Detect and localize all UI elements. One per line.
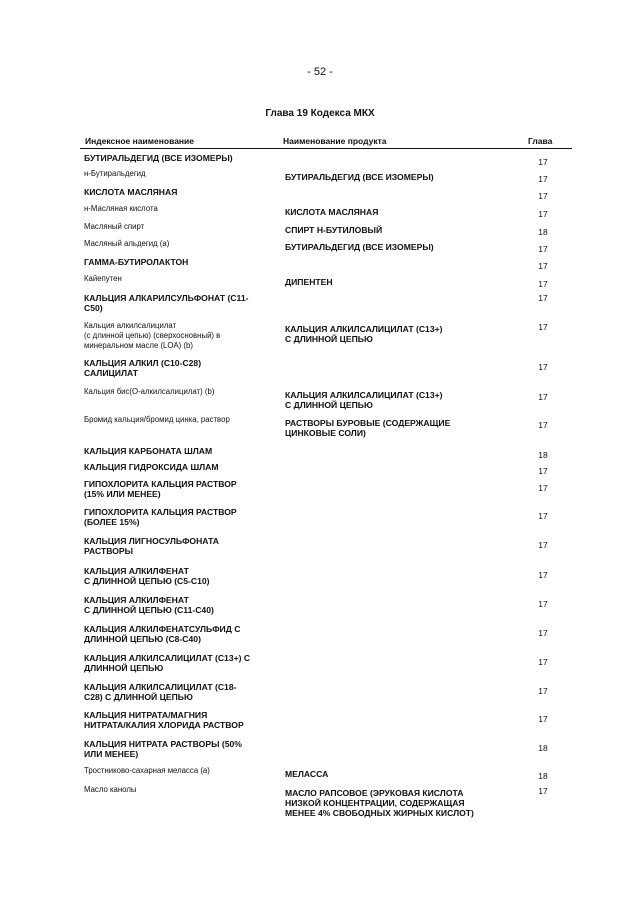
- product-name-cell: КАЛЬЦИЯ АЛКИЛСАЛИЦИЛАТ (С13+) С ДЛИННОЙ ЦЕПЬЮ: [285, 390, 443, 410]
- chapter-cell: 17: [538, 261, 548, 271]
- index-name-cell: ГАММА-БУТИРОЛАКТОН: [84, 257, 189, 267]
- index-name-cell: КАЛЬЦИЯ НИТРАТА РАСТВОРЫ (50% ИЛИ МЕНЕЕ): [84, 739, 242, 759]
- product-name-cell: КАЛЬЦИЯ АЛКИЛСАЛИЦИЛАТ (С13+) С ДЛИННОЙ ЦЕПЬЮ: [285, 324, 443, 344]
- chapter-cell: 17: [538, 686, 548, 696]
- chapter-cell: 17: [538, 420, 548, 430]
- product-name-cell: РАСТВОРЫ БУРОВЫЕ (СОДЕРЖАЩИЕ ЦИНКОВЫЕ СОЛИ): [285, 418, 451, 438]
- index-name-cell: ГИПОХЛОРИТА КАЛЬЦИЯ РАСТВОР (15% ИЛИ МЕНЕЕ): [84, 479, 237, 499]
- chapter-cell: 17: [538, 174, 548, 184]
- page-number: - 52 -: [307, 66, 333, 78]
- chapter-cell: 17: [538, 466, 548, 476]
- chapter-cell: 17: [538, 157, 548, 167]
- index-name-cell: Кайепутен: [84, 274, 122, 283]
- chapter-cell: 17: [538, 714, 548, 724]
- index-name-cell: Кальция бис(О-алкилсалицилат) (b): [84, 387, 215, 396]
- product-name-cell: МЕЛАССА: [285, 769, 329, 779]
- chapter-cell: 17: [538, 657, 548, 667]
- index-name-cell: Масло канолы: [84, 785, 137, 794]
- chapter-cell: 17: [538, 540, 548, 550]
- index-name-cell: КАЛЬЦИЯ АЛКИЛ (С10-С28) САЛИЦИЛАТ: [84, 358, 202, 378]
- chapter-cell: 17: [538, 628, 548, 638]
- index-name-cell: н-Бутиральдегид: [84, 169, 146, 178]
- column-header-chapter: Глава: [528, 136, 553, 146]
- index-name-cell: КАЛЬЦИЯ ГИДРОКСИДА ШЛАМ: [84, 462, 219, 472]
- chapter-cell: 17: [538, 392, 548, 402]
- chapter-cell: 18: [538, 450, 548, 460]
- chapter-cell: 17: [538, 511, 548, 521]
- chapter-cell: 17: [538, 362, 548, 372]
- index-name-cell: КАЛЬЦИЯ АЛКИЛСАЛИЦИЛАТ (С13+) С ДЛИННОЙ ЦЕПЬЮ: [84, 653, 251, 673]
- chapter-cell: 18: [538, 227, 548, 237]
- index-name-cell: КАЛЬЦИЯ КАРБОНАТА ШЛАМ: [84, 446, 213, 456]
- index-name-cell: КАЛЬЦИЯ АЛКИЛФЕНАТ С ДЛИННОЙ ЦЕПЬЮ (С5-С10): [84, 566, 210, 586]
- index-name-cell: Масляный альдегид (a): [84, 239, 170, 248]
- index-name-cell: Кальция алкилсалицилат (с длинной цепью) (сверхосновный) в минеральном масле (LOA) (b): [84, 321, 221, 350]
- index-name-cell: КАЛЬЦИЯ АЛКАРИЛСУЛЬФОНАТ (С11- С50): [84, 293, 249, 313]
- chapter-cell: 18: [538, 743, 548, 753]
- index-name-cell: Тростниково-сахарная меласса (a): [84, 766, 210, 775]
- chapter-cell: 17: [538, 293, 548, 303]
- chapter-cell: 17: [538, 599, 548, 609]
- page-title: Глава 19 Кодекса МКХ: [265, 108, 375, 119]
- product-name-cell: КИСЛОТА МАСЛЯНАЯ: [285, 207, 379, 217]
- index-name-cell: БУТИРАЛЬДЕГИД (ВСЕ ИЗОМЕРЫ): [84, 153, 233, 163]
- product-name-cell: СПИРТ Н-БУТИЛОВЫЙ: [285, 225, 383, 235]
- column-header-index: Индексное наименование: [85, 136, 195, 146]
- product-name-cell: БУТИРАЛЬДЕГИД (ВСЕ ИЗОМЕРЫ): [285, 172, 434, 182]
- product-name-cell: МАСЛО РАПСОВОЕ (ЭРУКОВАЯ КИСЛОТА НИЗКОЙ КОНЦЕНТРАЦИИ, СОДЕРЖАЩАЯ МЕНЕЕ 4% СВОБОДНЫХ ЖИРНЫХ КИСЛОТ): [285, 788, 474, 818]
- chapter-cell: 17: [538, 570, 548, 580]
- column-header-product: Наименование продукта: [283, 136, 387, 146]
- index-name-cell: КАЛЬЦИЯ АЛКИЛФЕНАТ С ДЛИННОЙ ЦЕПЬЮ (С11-С40): [84, 595, 214, 615]
- chapter-cell: 17: [538, 244, 548, 254]
- chapter-cell: 17: [538, 209, 548, 219]
- chapter-cell: 17: [538, 279, 548, 289]
- chapter-cell: 17: [538, 786, 548, 796]
- index-name-cell: Бромид кальция/бромид цинка, раствор: [84, 415, 230, 424]
- index-name-cell: ГИПОХЛОРИТА КАЛЬЦИЯ РАСТВОР (БОЛЕЕ 15%): [84, 507, 237, 527]
- index-name-cell: КАЛЬЦИЯ ЛИГНОСУЛЬФОНАТА РАСТВОРЫ: [84, 536, 219, 556]
- index-name-cell: КИСЛОТА МАСЛЯНАЯ: [84, 187, 178, 197]
- chapter-cell: 17: [538, 191, 548, 201]
- product-name-cell: БУТИРАЛЬДЕГИД (ВСЕ ИЗОМЕРЫ): [285, 242, 434, 252]
- chapter-cell: 17: [538, 483, 548, 493]
- chapter-cell: 17: [538, 322, 548, 332]
- product-name-cell: ДИПЕНТЕН: [285, 277, 333, 287]
- index-name-cell: КАЛЬЦИЯ НИТРАТА/МАГНИЯ НИТРАТА/КАЛИЯ ХЛОРИДА РАСТВОР: [84, 710, 244, 730]
- index-name-cell: Масляный спирт: [84, 222, 145, 231]
- index-name-cell: КАЛЬЦИЯ АЛКИЛСАЛИЦИЛАТ (С18- С28) С ДЛИННОЙ ЦЕПЬЮ: [84, 682, 237, 702]
- index-name-cell: КАЛЬЦИЯ АЛКИЛФЕНАТСУЛЬФИД С ДЛИННОЙ ЦЕПЬЮ (С8-С40): [84, 624, 241, 644]
- index-name-cell: н-Масляная кислота: [84, 204, 158, 213]
- chapter-cell: 18: [538, 771, 548, 781]
